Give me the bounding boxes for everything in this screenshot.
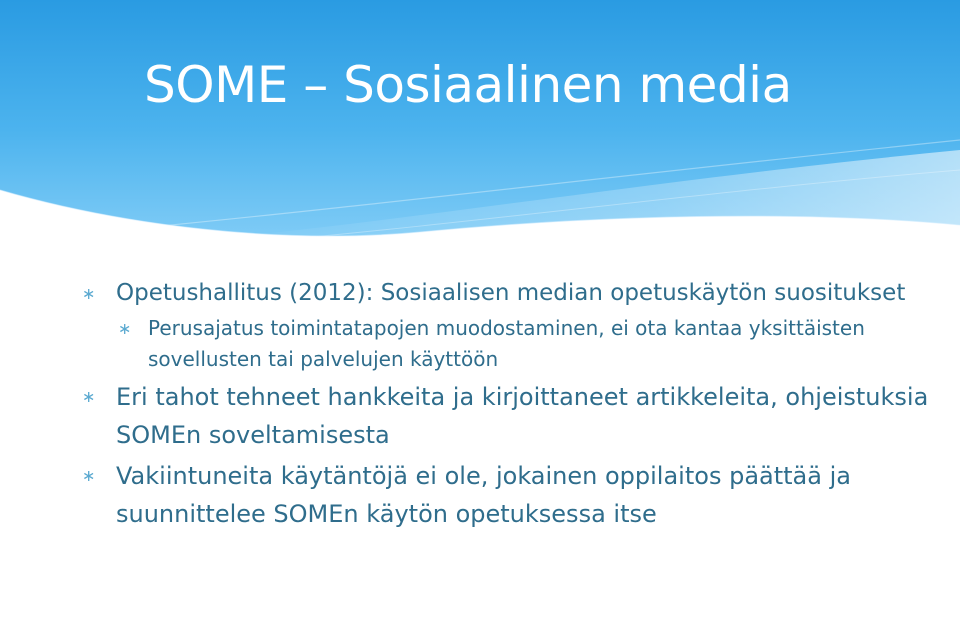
bullet-item bbox=[82, 277, 942, 309]
bullet-asterisk-icon: ∗ bbox=[82, 387, 96, 406]
bullet-asterisk-icon: ∗ bbox=[118, 319, 132, 338]
bullet-text: Perusajatus toimintatapojen muodostaminen, ei ota kantaa yksittäisten sovellusten tai palvelujen käyttöön bbox=[148, 316, 865, 371]
sub-bullet-item bbox=[82, 313, 942, 375]
bullet-item bbox=[82, 457, 942, 533]
header-wave-banner bbox=[0, 0, 960, 270]
bullet-asterisk-icon: ∗ bbox=[82, 284, 96, 303]
bullet-text: Opetushallitus (2012): Sosiaalisen median opetuskäytön suositukset bbox=[116, 280, 906, 306]
bullet-text: Vakiintuneita käytäntöjä ei ole, jokainen oppilaitos päättää ja suunnittelee SOMEn käytön opetuksessa itse bbox=[116, 462, 851, 528]
slide-title: SOME – Sosiaalinen media bbox=[144, 56, 792, 114]
bullet-text: Eri tahot tehneet hankkeita ja kirjoittaneet artikkeleita, ohjeistuksia SOMEn soveltamisesta bbox=[116, 383, 929, 449]
bullet-list bbox=[82, 277, 942, 533]
bullet-item bbox=[82, 378, 942, 454]
bullet-asterisk-icon: ∗ bbox=[82, 466, 96, 485]
